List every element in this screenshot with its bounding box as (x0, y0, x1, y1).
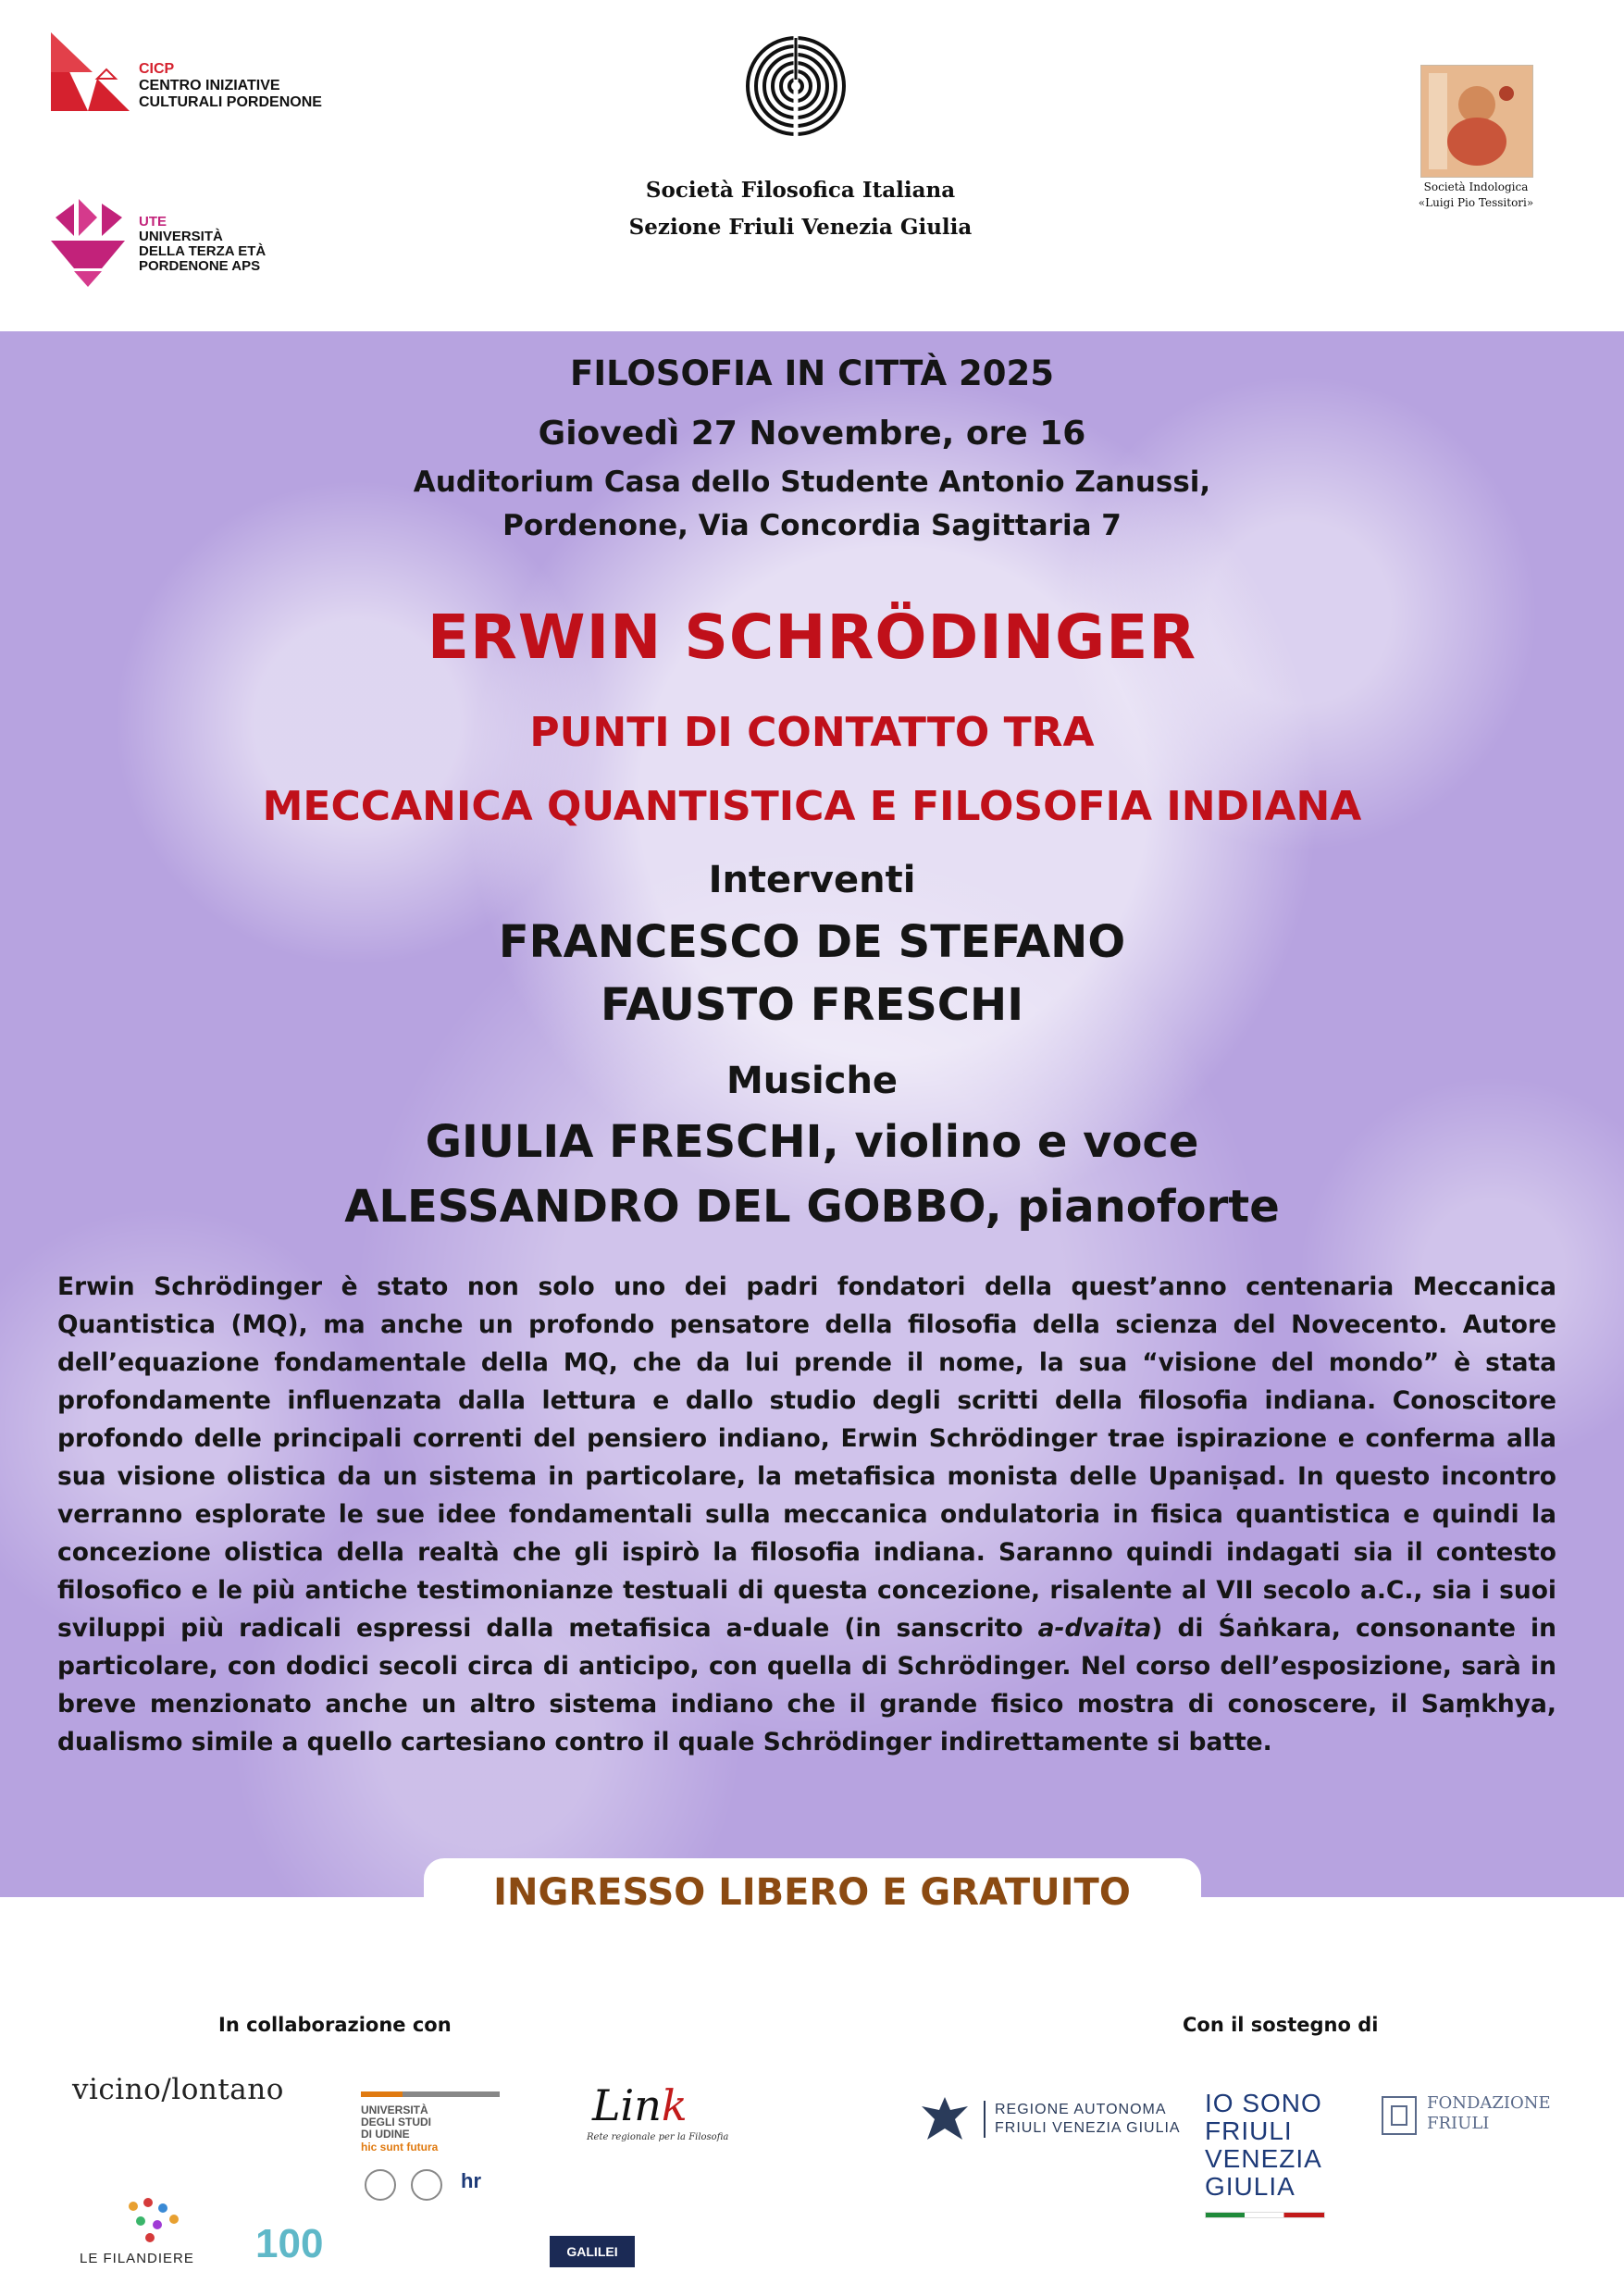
le-filandiere-logo: LE FILANDIERE (80, 2251, 194, 2266)
venue-line2: Pordenone, Via Concordia Sagittaria 7 (502, 509, 1122, 542)
uniud-logo (361, 2091, 500, 2153)
iosono-line1: IO SONO (1205, 2089, 1322, 2117)
filandiere-pattern-icon (120, 2193, 187, 2247)
uniud-line2: DEGLI STUDI (361, 2116, 432, 2128)
indologica-painting-icon (1420, 65, 1533, 178)
centenary-100-logo-icon: 100 (255, 2221, 324, 2266)
event-date: Giovedì 27 Novembre, ore 16 (538, 415, 1086, 453)
festival-title: FILOSOFIA IN CITTÀ 2025 (570, 354, 1054, 393)
cicp-line2: CULTURALI PORDENONE (139, 94, 322, 110)
music-heading: Musiche (725, 1060, 899, 1102)
fondazione-icon (1381, 2095, 1418, 2136)
event-description (57, 1268, 1556, 1761)
galilei-logo: GALILEI (550, 2236, 635, 2267)
italian-flag-icon (1205, 2212, 1325, 2218)
iosono-line2: FRIULI (1205, 2116, 1293, 2145)
seal-icon (365, 2169, 396, 2201)
uniud-line1: UNIVERSITÀ (361, 2104, 428, 2116)
uniud-line3: DI UDINE (361, 2128, 410, 2141)
regione-line2: FRIULI VENEZIA GIULIA (995, 2120, 1181, 2136)
lecture-subtitle-line2: MECCANICA QUANTISTICA E FILOSOFIA INDIANA (262, 783, 1362, 830)
seal-icon (411, 2169, 442, 2201)
uniud-bar (361, 2091, 500, 2097)
ute-name (139, 215, 266, 274)
speaker-name: FAUSTO FRESCHI (600, 979, 1024, 1031)
link-logo-accent: k (661, 2080, 688, 2130)
ute-logo-icon (46, 199, 131, 287)
ute-line2: DELLA TERZA ETÀ (139, 243, 267, 259)
ute-line1: UNIVERSITÀ (139, 229, 223, 244)
musician-name: GIULIA FRESCHI, violino e voce (425, 1116, 1199, 1168)
admission-text: INGRESSO LIBERO E GRATUITO (493, 1871, 1131, 1914)
ute-acronym: UTE (139, 214, 167, 230)
lecture-subtitle-line1: PUNTI DI CONTATTO TRA (529, 709, 1095, 756)
venue-line1: Auditorium Casa dello Studente Antonio Zanussi, (413, 465, 1211, 499)
eagle-icon (918, 2093, 972, 2151)
io-sono-fvg-logo (1205, 2090, 1322, 2201)
regione-line1: REGIONE AUTONOMA (995, 2102, 1167, 2117)
collaboration-label: In collaborazione con (218, 2014, 452, 2036)
regione-fvg-logo (984, 2101, 1181, 2138)
description-text: Erwin Schrödinger è stato non solo uno dei padri fondatori della quest’anno centenaria Meccanica Quantistica (MQ), ma anche un profondo pensatore della filosofia della scienza del Novecento. Autore dell’equazione fondamentale della MQ, che da lui prende il nome, la sua “visione del mondo” è stata profondamente influenzata dalla lettura e dallo studio degli scritti della filosofia indiana. Conoscitore profondo delle principali correnti del pensiero indiano, Erwin Schrödinger trae ispirazione e conferma alla sua visione olistica da un sistema in particolare, la metafisica monista delle Upaniṣad. In questo incontro verranno esplorate le sue idee fondamentali sulla meccanica ondulatoria in fisica quantistica e quindi la concezione olistica della realtà che gli ispirò la filosofia indiana. Saranno quindi indagati sia il contesto filosofico e le più antiche testimonianze testuali di questa concezione, risalente al VII secolo a.C., sia i suoi sviluppi più radicali espressi dalla metafisica a-duale (in sanscrito (57, 1272, 1556, 1643)
vicino-lontano-logo: vicino/lontano (72, 2073, 284, 2106)
cicp-logo-icon (46, 28, 139, 116)
support-label: Con il sostegno di (1183, 2014, 1379, 2036)
iosono-line3: VENEZIA (1205, 2144, 1322, 2173)
cicp-acronym: CICP (139, 61, 175, 77)
speakers-heading: Interventi (708, 859, 916, 901)
description-italic-term: a-dvaita (1037, 1614, 1152, 1643)
labyrinth-logo-icon (745, 35, 847, 137)
sfi-line2: Sezione Friuli Venezia Giulia (628, 215, 973, 240)
link-logo-text: Lin (592, 2080, 662, 2130)
cicp-line1: CENTRO INIZIATIVE (139, 78, 280, 93)
description-text: ) di Śaṅkara, consonante in particolare, con dodici secoli circa di anticipo, con quella di Schrödinger. Nel corso dell’esposizione, sarà in breve menzionato anche un altro sistema indiano che il grande fisico mostra di conoscere, il Saṃkhya, dualismo simile a quello cartesiano contro il quale Schrödinger indirettamente si batte. (57, 1614, 1557, 1756)
musician-name: ALESSANDRO DEL GOBBO, pianoforte (344, 1181, 1280, 1233)
fondazione-line1: FONDAZIONE (1427, 2093, 1551, 2113)
indologica-line1: Società Indologica (1423, 180, 1529, 193)
speaker-name: FRANCESCO DE STEFANO (498, 916, 1126, 968)
fondazione-line2: FRIULI (1427, 2114, 1490, 2133)
fondazione-friuli-logo (1427, 2093, 1551, 2134)
link-logo (592, 2080, 688, 2130)
cicp-name (139, 61, 322, 111)
lecture-title: ERWIN SCHRÖDINGER (427, 602, 1197, 673)
iosono-line4: GIULIA (1205, 2172, 1295, 2201)
link-tagline: Rete regionale per la Filosofia (587, 2132, 729, 2142)
sfi-line1: Società Filosofica Italiana (645, 178, 956, 203)
ute-line3: PORDENONE APS (139, 258, 261, 274)
uniud-motto: hic sunt futura (361, 2141, 439, 2153)
sfi-name (555, 172, 1046, 246)
indologica-name (1379, 180, 1573, 211)
indologica-line2: «Luigi Pio Tessitori» (1418, 196, 1534, 209)
hr-logo-icon: hr (461, 2169, 481, 2192)
